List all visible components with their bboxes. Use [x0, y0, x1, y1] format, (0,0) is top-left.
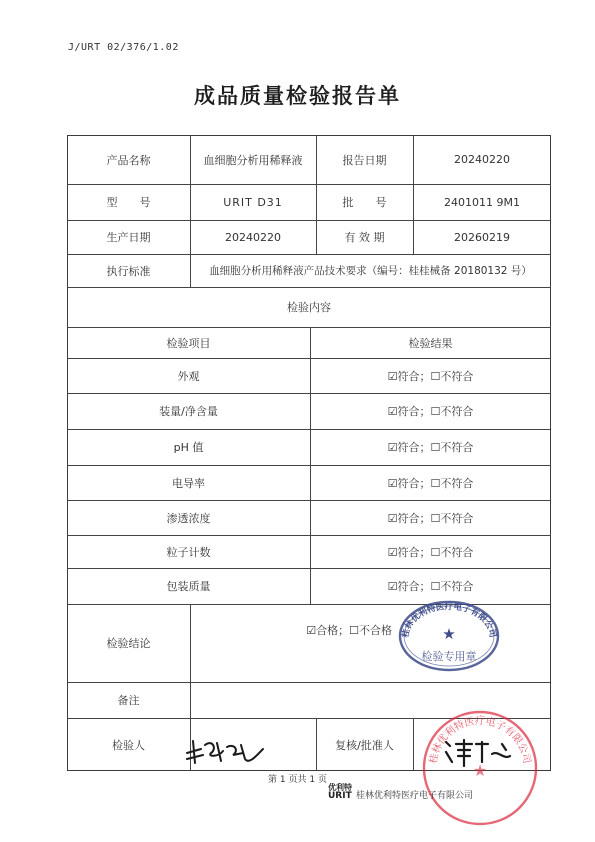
item-name: 电导率: [172, 476, 205, 490]
batch-value: 2401011 9M1: [444, 195, 520, 209]
inspector-label: 检验人: [112, 738, 145, 752]
brand-logo: [328, 784, 352, 801]
production-date-label: 生产日期: [106, 231, 151, 244]
page-number: 第 1 页共 1 页: [268, 775, 327, 785]
item-result: ☑符合；☐不符合: [387, 580, 474, 593]
document-code: J/URT 02/376/1.02: [68, 42, 179, 53]
item-result: ☑符合；☐不符合: [387, 545, 474, 559]
standard-label: 执行标准: [106, 264, 151, 278]
company-stamp-org: 桂林优利特医疗电子有限公司: [428, 716, 532, 765]
item-name: 外观: [177, 369, 200, 383]
item-name: pH 值: [173, 441, 204, 454]
inspection-stamp: [396, 598, 502, 674]
item-result: ☑符合；☐不符合: [387, 511, 474, 525]
item-result: ☑符合；☐不符合: [387, 441, 474, 454]
report-title: 成品质量检验报告单: [194, 84, 401, 108]
item-result: ☑符合；☐不符合: [387, 476, 474, 490]
company-stamp: [418, 706, 542, 830]
conclusion-label: 检验结论: [106, 637, 151, 650]
product-name-value: 血细胞分析用稀释液: [203, 153, 303, 167]
svg-text:★: ★: [442, 625, 456, 643]
item-name: 装量/净含量: [159, 405, 218, 418]
inspection-stamp-org: 桂林优利特医疗电子有限公司: [400, 602, 498, 639]
inspection-stamp-text: 检验专用章: [421, 650, 477, 663]
product-name-label: 产品名称: [106, 153, 151, 167]
item-result: ☑符合；☐不符合: [387, 369, 474, 383]
brand-cn: 优利特: [328, 783, 352, 792]
expiry-value: 20260219: [454, 230, 510, 244]
expiry-label: 有 效 期: [344, 231, 385, 244]
item-header: 检验项目: [166, 336, 211, 350]
report-date-value: 20240220: [454, 153, 510, 166]
item-name: 渗透浓度: [166, 511, 211, 525]
conclusion-value: ☑合格；☐不合格: [306, 624, 392, 637]
inspector-signature: [183, 735, 269, 767]
production-date-value: 20240220: [225, 230, 281, 244]
remarks-label: 备注: [117, 694, 140, 707]
item-name: 粒子计数: [166, 545, 211, 559]
footer-brand: [328, 784, 473, 801]
report-date-label: 报告日期: [342, 153, 387, 167]
reviewer-label: 复核/批准人: [335, 738, 394, 752]
result-header: 检验结果: [408, 336, 453, 350]
item-result: ☑符合；☐不符合: [387, 405, 474, 418]
model-label: 型 号: [106, 196, 151, 209]
item-name: 包装质量: [166, 580, 211, 593]
batch-label: 批 号: [342, 196, 387, 209]
svg-text:★: ★: [472, 761, 488, 780]
section-title: 检验内容: [287, 301, 331, 314]
company-name: 桂林优利特医疗电子有限公司: [356, 791, 474, 801]
standard-value: 血细胞分析用稀释液产品技术要求（编号：桂桂械备 20180132 号）: [209, 265, 532, 277]
model-value: URIT D31: [223, 195, 283, 209]
brand-en: URIT: [328, 791, 352, 801]
